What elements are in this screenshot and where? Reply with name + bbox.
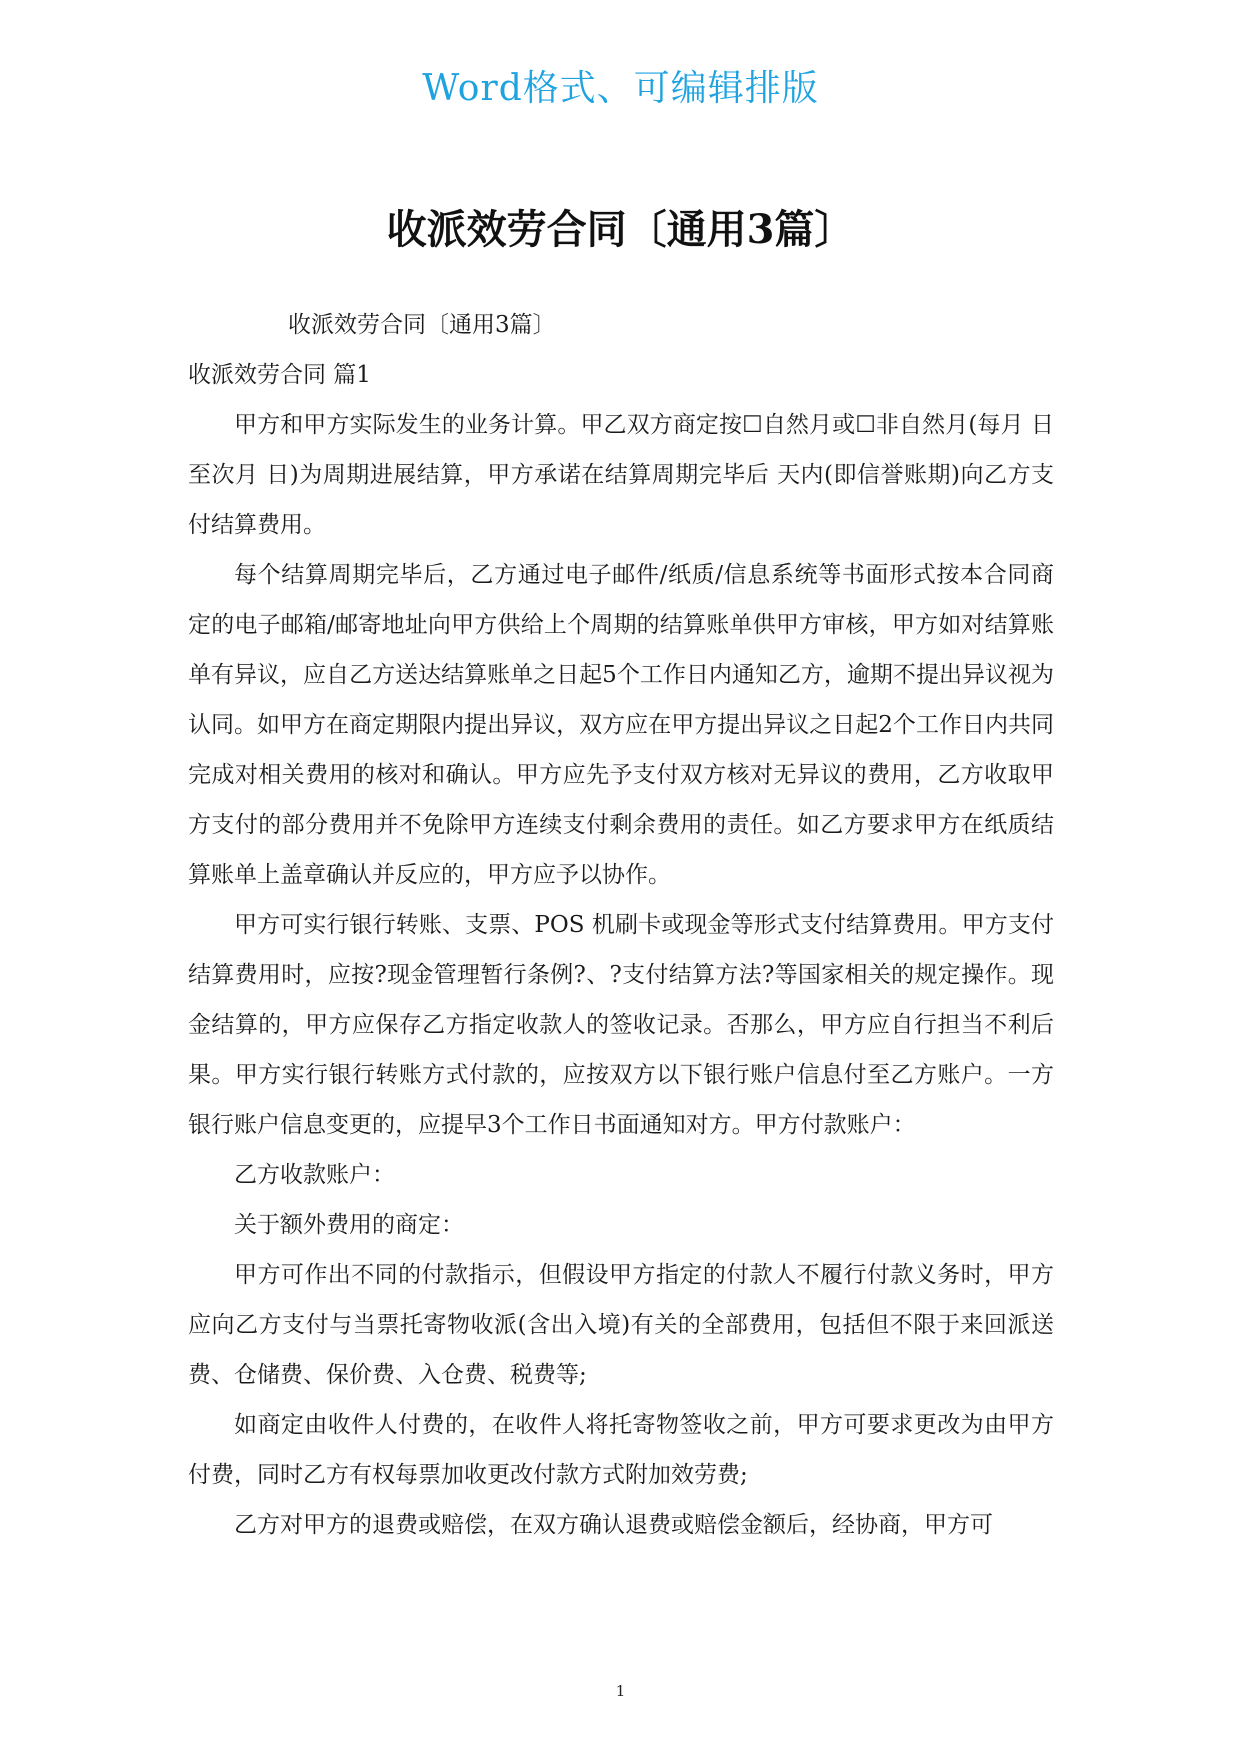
page-number: 1 (615, 1682, 626, 1700)
paragraph: 乙方收款账户： (234, 1162, 395, 1188)
document-body (188, 300, 1054, 1550)
paragraph: 每个结算周期完毕后，乙方通过电子邮件/纸质/信息系统等书面形式按本合同商定的电子邮箱/邮寄地址向甲方供给上个周期的结算账单供甲方审核，甲方如对结算账单有异议，应自乙方送达结算账单之日起5个工作日内通知乙方，逾期不提出异议视为认同。如甲方在商定期限内提出异议，双方应在甲方提出异议之日起2个工作日内共同完成对相关费用的核对和确认。甲方应先予支付双方核对无异议的费用，乙方收取甲方支付的部分费用并不免除甲方连续支付剩余费用的责任。如乙方要求甲方在纸质结算账单上盖章确认并反应的，甲方应予以协作。 (188, 562, 1054, 888)
header-banner: Word格式、可编辑排版 (422, 68, 819, 109)
paragraph: 如商定由收件人付费的，在收件人将托寄物签收之前，甲方可要求更改为由甲方付费，同时乙方有权每票加收更改付款方式附加效劳费; (188, 1412, 1054, 1488)
paragraph: 甲方和甲方实际发生的业务计算。甲乙双方商定按☐自然月或☐非自然月(每月 日至次月 日)为周期进展结算，甲方承诺在结算周期完毕后 天内(即信誉账期)向乙方支付结算费用。 (188, 412, 1054, 538)
document-title: 收派效劳合同〔通用3篇〕 (386, 206, 855, 253)
paragraph: 关于额外费用的商定： (234, 1212, 464, 1238)
section-heading: 收派效劳合同 篇1 (188, 362, 371, 388)
paragraph: 乙方对甲方的退费或赔偿，在双方确认退费或赔偿金额后，经协商，甲方可 (234, 1512, 993, 1538)
paragraph: 甲方可实行银行转账、支票、POS 机刷卡或现金等形式支付结算费用。甲方支付结算费用时，应按?现金管理暂行条例?、?支付结算方法?等国家相关的规定操作。现金结算的，甲方应保存乙方指定收款人的签收记录。否那么，甲方应自行担当不利后果。甲方实行银行转账方式付款的，应按双方以下银行账户信息付至乙方账户。一方银行账户信息变更的，应提早3个工作日书面通知对方。甲方付款账户： (188, 912, 1054, 1138)
paragraph: 甲方可作出不同的付款指示，但假设甲方指定的付款人不履行付款义务时，甲方应向乙方支付与当票托寄物收派(含出入境)有关的全部费用，包括但不限于来回派送费、仓储费、保价费、入仓费、税费等; (188, 1262, 1054, 1388)
document-subtitle: 收派效劳合同〔通用3篇〕 (288, 312, 556, 338)
